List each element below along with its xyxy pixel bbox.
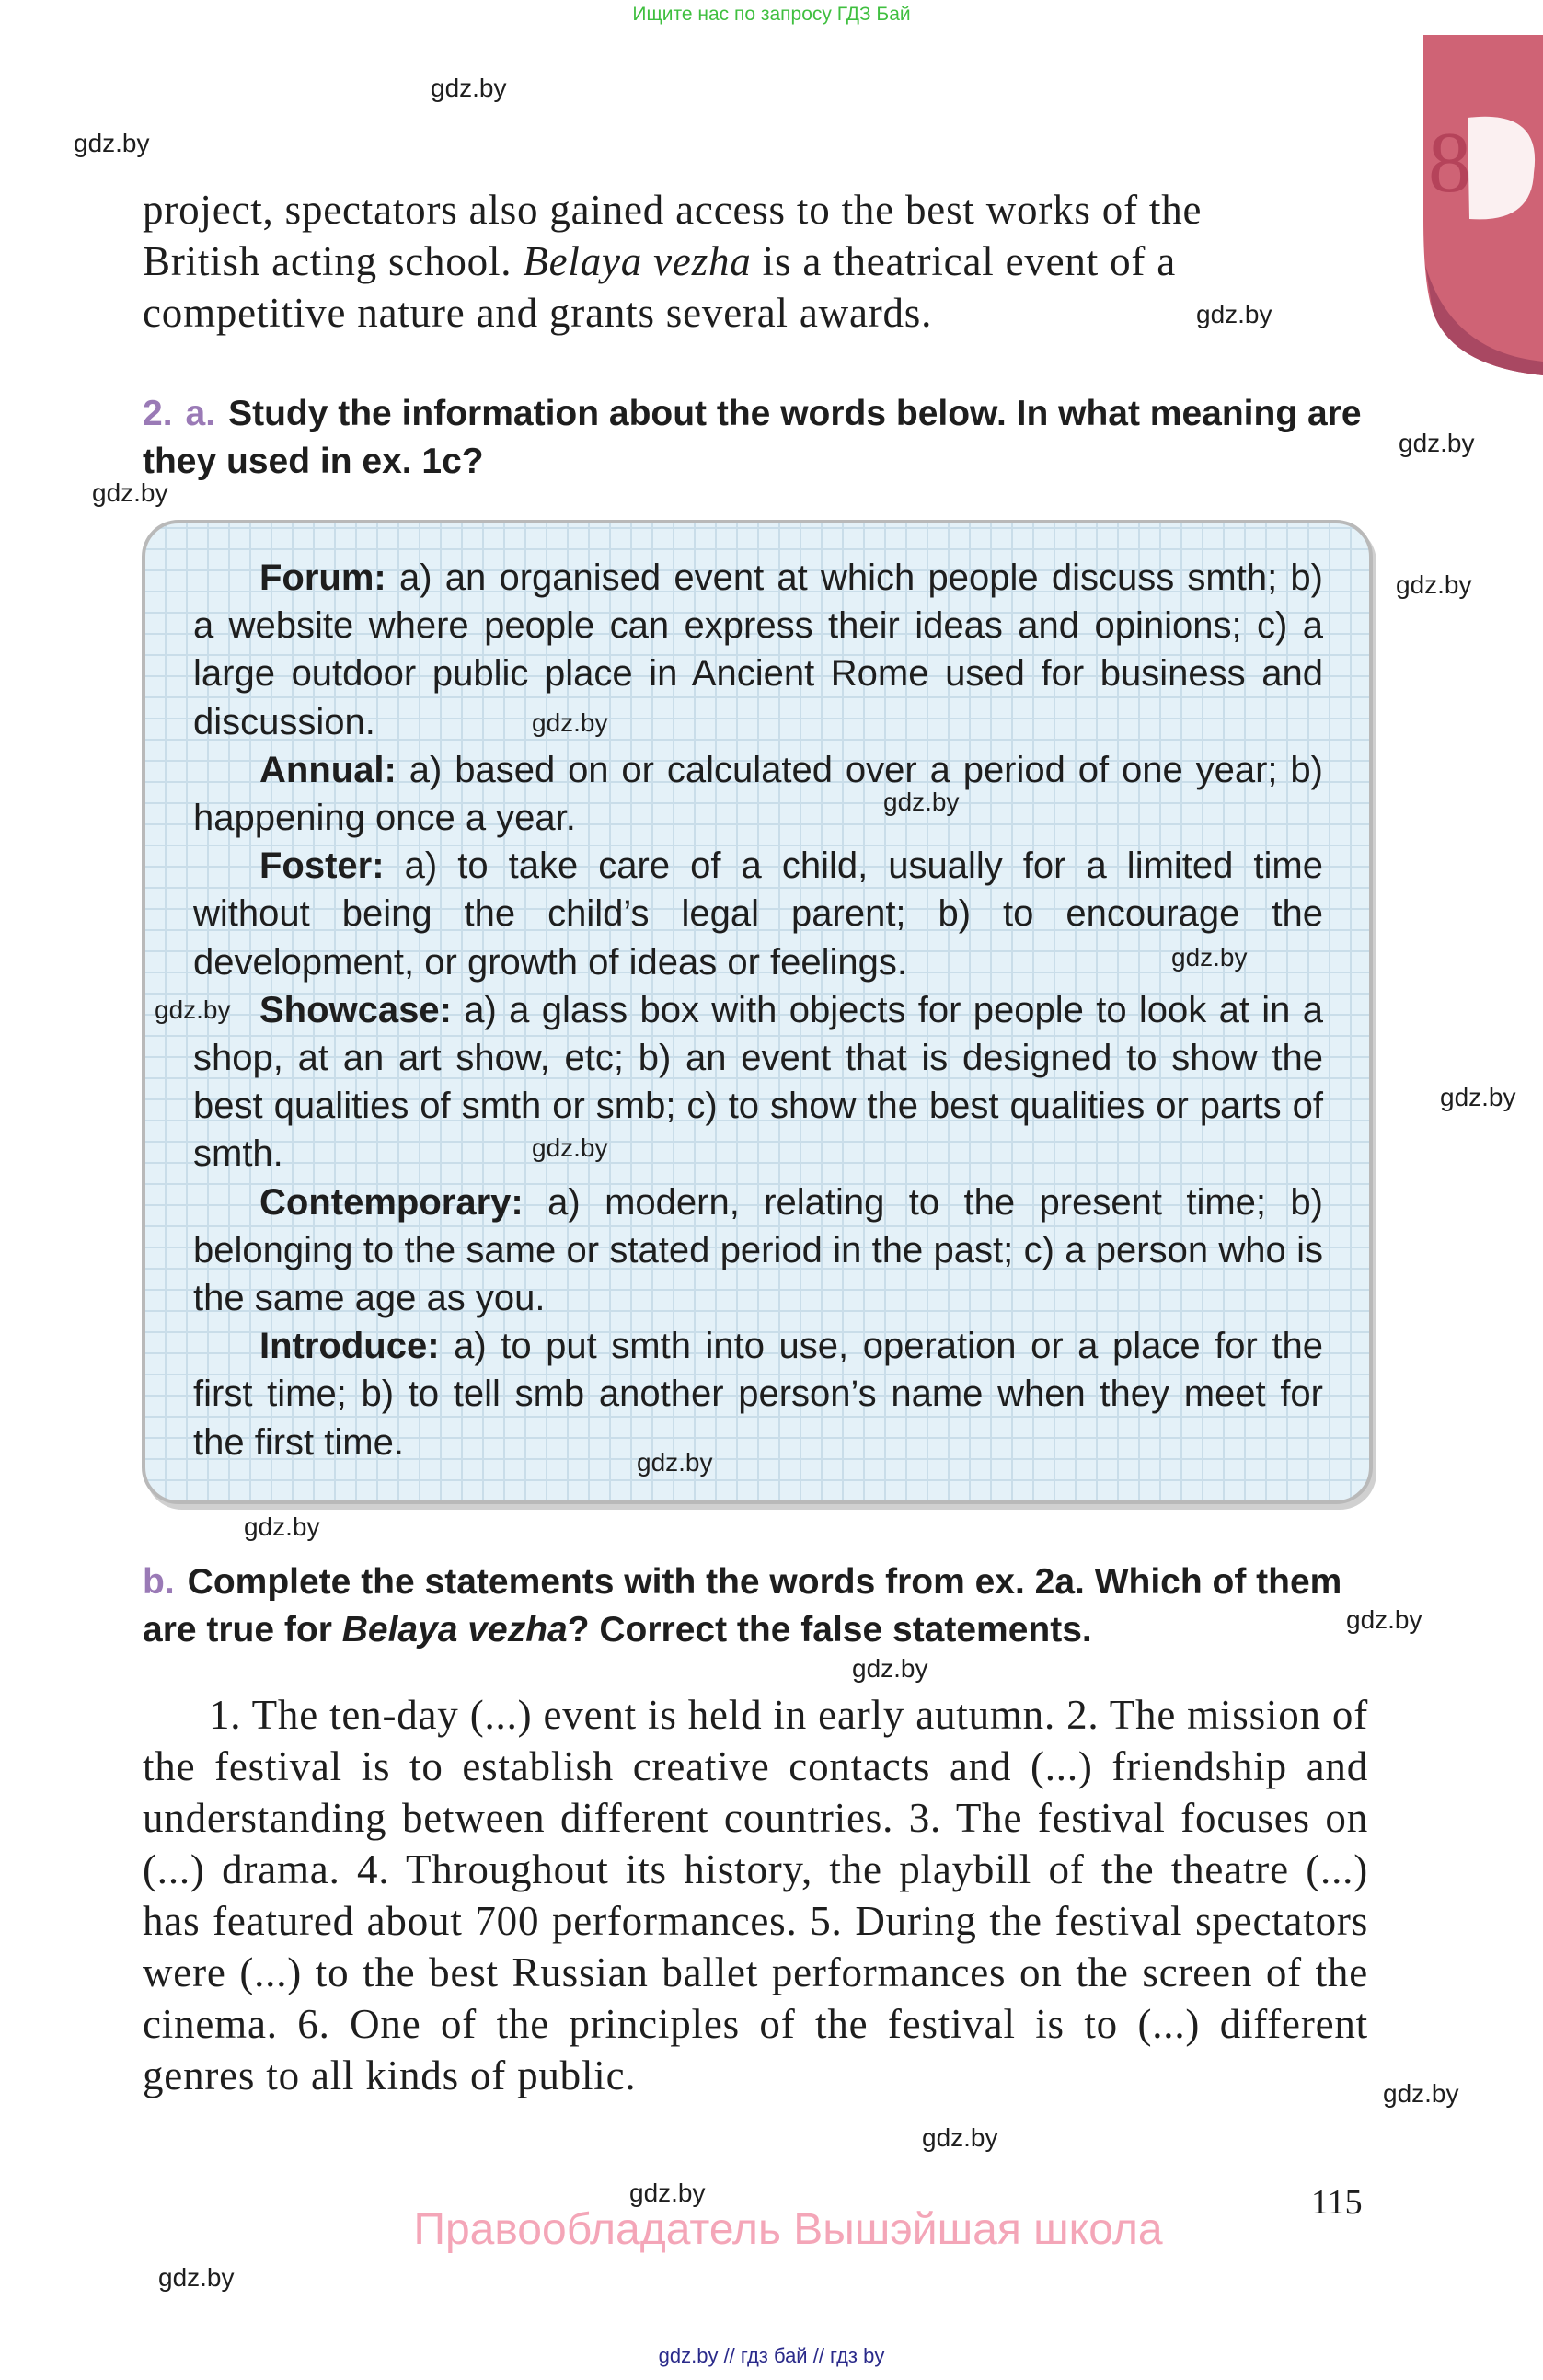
- definition-introduce: Introduce: a) to put smth into use, operation or a place for the first time; b) to tell smb another person’s name when they meet for the first time.: [193, 1326, 1323, 1463]
- definitions-list: [193, 554, 1323, 1466]
- watermark[interactable]: gdz.by: [431, 74, 507, 102]
- intro-paragraph: [143, 184, 1368, 339]
- statements-paragraph: 1. The ten-day (...) event is held in early autumn. 2. The mission of the festival is to establish creative contacts and (...) friendship and understanding between different countries. 3. The festival focuses on (...) drama. 4. Throughout its history, the playbill of the theatre (...) has featured about 700 performances. 5. During the festival spectators were (...) to the best Russian ballet performances on the screen of the cinema. 6. One of the principles of the festival is to (...) different genres to all kinds of public.: [143, 1692, 1368, 2098]
- watermark[interactable]: gdz.by: [922, 2123, 998, 2152]
- definition-annual: Annual: a) based on or calculated over a period of one year; b) happening once a year.: [193, 749, 1323, 839]
- task-letter-a: a.: [185, 394, 216, 433]
- watermark[interactable]: gdz.by: [74, 129, 150, 157]
- task-2b-heading: b. Complete the statements with the words from ex. 2a. Which of them are true for Belaya vezha? Correct the false statements.: [143, 1562, 1342, 1650]
- watermark[interactable]: gdz.by: [155, 995, 231, 1024]
- task-2a-text: Study the information about the words below. In what meaning are they used in ex. 1c?: [143, 394, 1362, 481]
- watermark[interactable]: gdz.by: [532, 708, 608, 737]
- watermark[interactable]: gdz.by: [532, 1133, 608, 1162]
- watermark[interactable]: gdz.by: [1399, 429, 1475, 457]
- watermark[interactable]: gdz.by: [1396, 570, 1472, 599]
- watermark[interactable]: gdz.by: [852, 1654, 928, 1683]
- watermark[interactable]: gdz.by: [158, 2263, 235, 2292]
- watermark[interactable]: gdz.by: [1440, 1083, 1516, 1111]
- definition-foster: Foster: a) to take care of a child, usually for a limited time without being the child’s legal parent; b) to encourage the development, or growth of ideas or feelings.: [193, 845, 1323, 983]
- intro-line-1: project, spectators also gained access to the best works of the: [143, 187, 1203, 233]
- watermark[interactable]: gdz.by: [244, 1512, 320, 1541]
- watermark[interactable]: gdz.by: [1346, 1605, 1422, 1634]
- task-number: 2.: [143, 394, 173, 433]
- watermark[interactable]: gdz.by: [629, 2179, 706, 2207]
- intro-line-2a: British acting school.: [143, 238, 524, 284]
- chapter-number: 8: [1428, 115, 1471, 211]
- page-number: 115: [1311, 2183, 1363, 2222]
- intro-line-3: competitive nature and grants several awards.: [143, 290, 933, 336]
- definition-contemporary: Contemporary: a) modern, relating to the present time; b) belonging to the same or stated period in the past; c) a person who is the same age as you.: [193, 1181, 1323, 1319]
- watermark[interactable]: gdz.by: [883, 788, 960, 816]
- watermark[interactable]: gdz.by: [1171, 943, 1248, 972]
- task-2a-heading: [143, 390, 1371, 486]
- watermark[interactable]: gdz.by: [92, 478, 168, 507]
- bottom-links[interactable]: gdz.by // гдз бай // гдз by: [658, 2344, 885, 2367]
- watermark[interactable]: gdz.by: [1383, 2079, 1459, 2108]
- definition-showcase: Showcase: a) a glass box with objects for people to look at in a shop, at an art show, etc; b) an event that is designed to show the best qualities of smth or smb; c) to show the best qualities or parts of smth.: [193, 989, 1323, 1175]
- intro-line-2b: is a theatrical event of a: [751, 238, 1176, 284]
- task-letter-b: b.: [143, 1562, 175, 1602]
- watermark[interactable]: gdz.by: [637, 1448, 713, 1477]
- watermark[interactable]: gdz.by: [1196, 300, 1272, 328]
- definition-forum: Forum: a) an organised event at which people discuss smth; b) a website where people can express their ideas and opinions; c) a large outdoor public place in Ancient Rome used for business and discussion.: [193, 558, 1323, 742]
- copyright-notice: Правообладатель Вышэйшая школа: [413, 2205, 1163, 2254]
- top-banner[interactable]: Ищите нас по запросу ГДЗ Бай: [632, 4, 911, 25]
- intro-line-2-italic: Belaya vezha: [523, 238, 752, 284]
